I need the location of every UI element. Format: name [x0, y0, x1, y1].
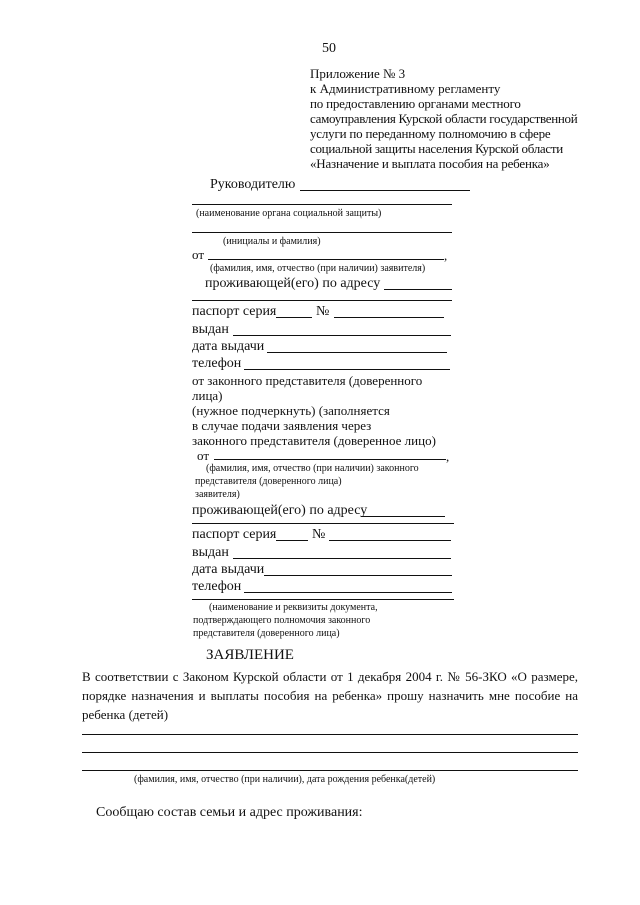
- issue-date-label-2: дата выдачи: [192, 562, 265, 577]
- passport-series-field-2[interactable]: [276, 540, 308, 541]
- rep-text: (нужное подчеркнуть) (заполняется: [192, 403, 390, 418]
- family-line: Сообщаю состав семьи и адрес проживания:: [96, 805, 363, 820]
- comma: ,: [446, 449, 450, 464]
- child-field[interactable]: [82, 770, 578, 771]
- appendix-line: социальной защиты населения Курской области: [310, 141, 563, 156]
- appendix-line: услуги по переданному полномочию в сфере: [310, 126, 551, 141]
- initials-field[interactable]: [192, 232, 452, 233]
- hint-doc: (наименование и реквизиты документа,: [209, 602, 378, 613]
- from-label: от: [192, 247, 205, 262]
- head-label: Руководителю: [210, 177, 296, 192]
- issued-label: выдан: [192, 322, 229, 337]
- address-field-2[interactable]: [361, 516, 445, 517]
- address-field-2-extra[interactable]: [192, 523, 454, 524]
- passport-label-2: паспорт серия: [192, 527, 277, 542]
- organ-field[interactable]: [192, 204, 452, 205]
- issued-field[interactable]: [233, 335, 451, 336]
- address-field[interactable]: [384, 289, 452, 290]
- hint-rep: заявителя): [195, 489, 240, 500]
- head-name-field[interactable]: [300, 190, 470, 191]
- rep-text: в случае подачи заявления через: [192, 418, 372, 433]
- issued-field-2[interactable]: [233, 558, 451, 559]
- issue-date-field-2[interactable]: [264, 575, 452, 576]
- child-field[interactable]: [82, 752, 578, 753]
- rep-text: законного представителя (доверенное лицо): [192, 433, 436, 448]
- statement-title: ЗАЯВЛЕНИЕ: [206, 647, 294, 663]
- address-field-extra[interactable]: [192, 300, 452, 301]
- appendix-line: Приложение № 3: [310, 66, 406, 81]
- hint-rep: представителя (доверенного лица): [195, 476, 342, 487]
- passport-number-field-2[interactable]: [329, 540, 451, 541]
- hint-initials: (инициалы и фамилия): [223, 236, 321, 247]
- residing-label-2: проживающей(его) по адресу: [192, 503, 368, 518]
- residing-label: проживающей(его) по адресу: [205, 276, 381, 291]
- hint-doc: подтверждающего полномочия законного: [193, 615, 371, 626]
- auth-doc-field[interactable]: [192, 599, 454, 600]
- hint-organ: (наименование органа социальной защиты): [196, 208, 382, 219]
- page-number: 50: [322, 41, 336, 56]
- issue-date-field[interactable]: [267, 352, 447, 353]
- hint-doc: представителя (доверенного лица): [193, 628, 340, 639]
- phone-label-2: телефон: [192, 579, 242, 594]
- passport-series-field[interactable]: [276, 317, 312, 318]
- applicant-name-field[interactable]: [208, 259, 444, 260]
- rep-text: лица): [192, 388, 223, 403]
- appendix-line: к Административному регламенту: [310, 81, 501, 96]
- from-label-2: от: [197, 448, 210, 463]
- passport-label: паспорт серия: [192, 304, 277, 319]
- hint-applicant: (фамилия, имя, отчество (при наличии) заявителя): [210, 263, 426, 274]
- child-field[interactable]: [82, 734, 578, 735]
- number-sign: №: [316, 304, 330, 319]
- hint-rep: (фамилия, имя, отчество (при наличии) законного: [206, 463, 419, 474]
- phone-label: телефон: [192, 356, 242, 371]
- passport-number-field[interactable]: [334, 317, 444, 318]
- appendix-line: самоуправления Курской области государственной: [310, 111, 578, 126]
- rep-name-field[interactable]: [214, 459, 446, 460]
- phone-field-2[interactable]: [244, 592, 452, 593]
- appendix-line: по предоставлению органами местного: [310, 96, 521, 111]
- hint-child: (фамилия, имя, отчество (при наличии), дата рождения ребенка(детей): [134, 774, 436, 785]
- rep-text: от законного представителя (доверенного: [192, 373, 423, 388]
- appendix-line: «Назначение и выплата пособия на ребенка»: [310, 156, 550, 171]
- comma: ,: [444, 248, 448, 263]
- statement-body: В соответствии с Законом Курской области от 1 декабря 2004 г. № 56-ЗКО «О размере, порядке назначения и выплаты пособия на ребенка» прошу назначить мне пособие на ребенка (детей): [82, 669, 578, 722]
- issued-label-2: выдан: [192, 545, 229, 560]
- issue-date-label: дата выдачи: [192, 339, 265, 354]
- number-sign-2: №: [312, 527, 326, 542]
- phone-field[interactable]: [244, 369, 450, 370]
